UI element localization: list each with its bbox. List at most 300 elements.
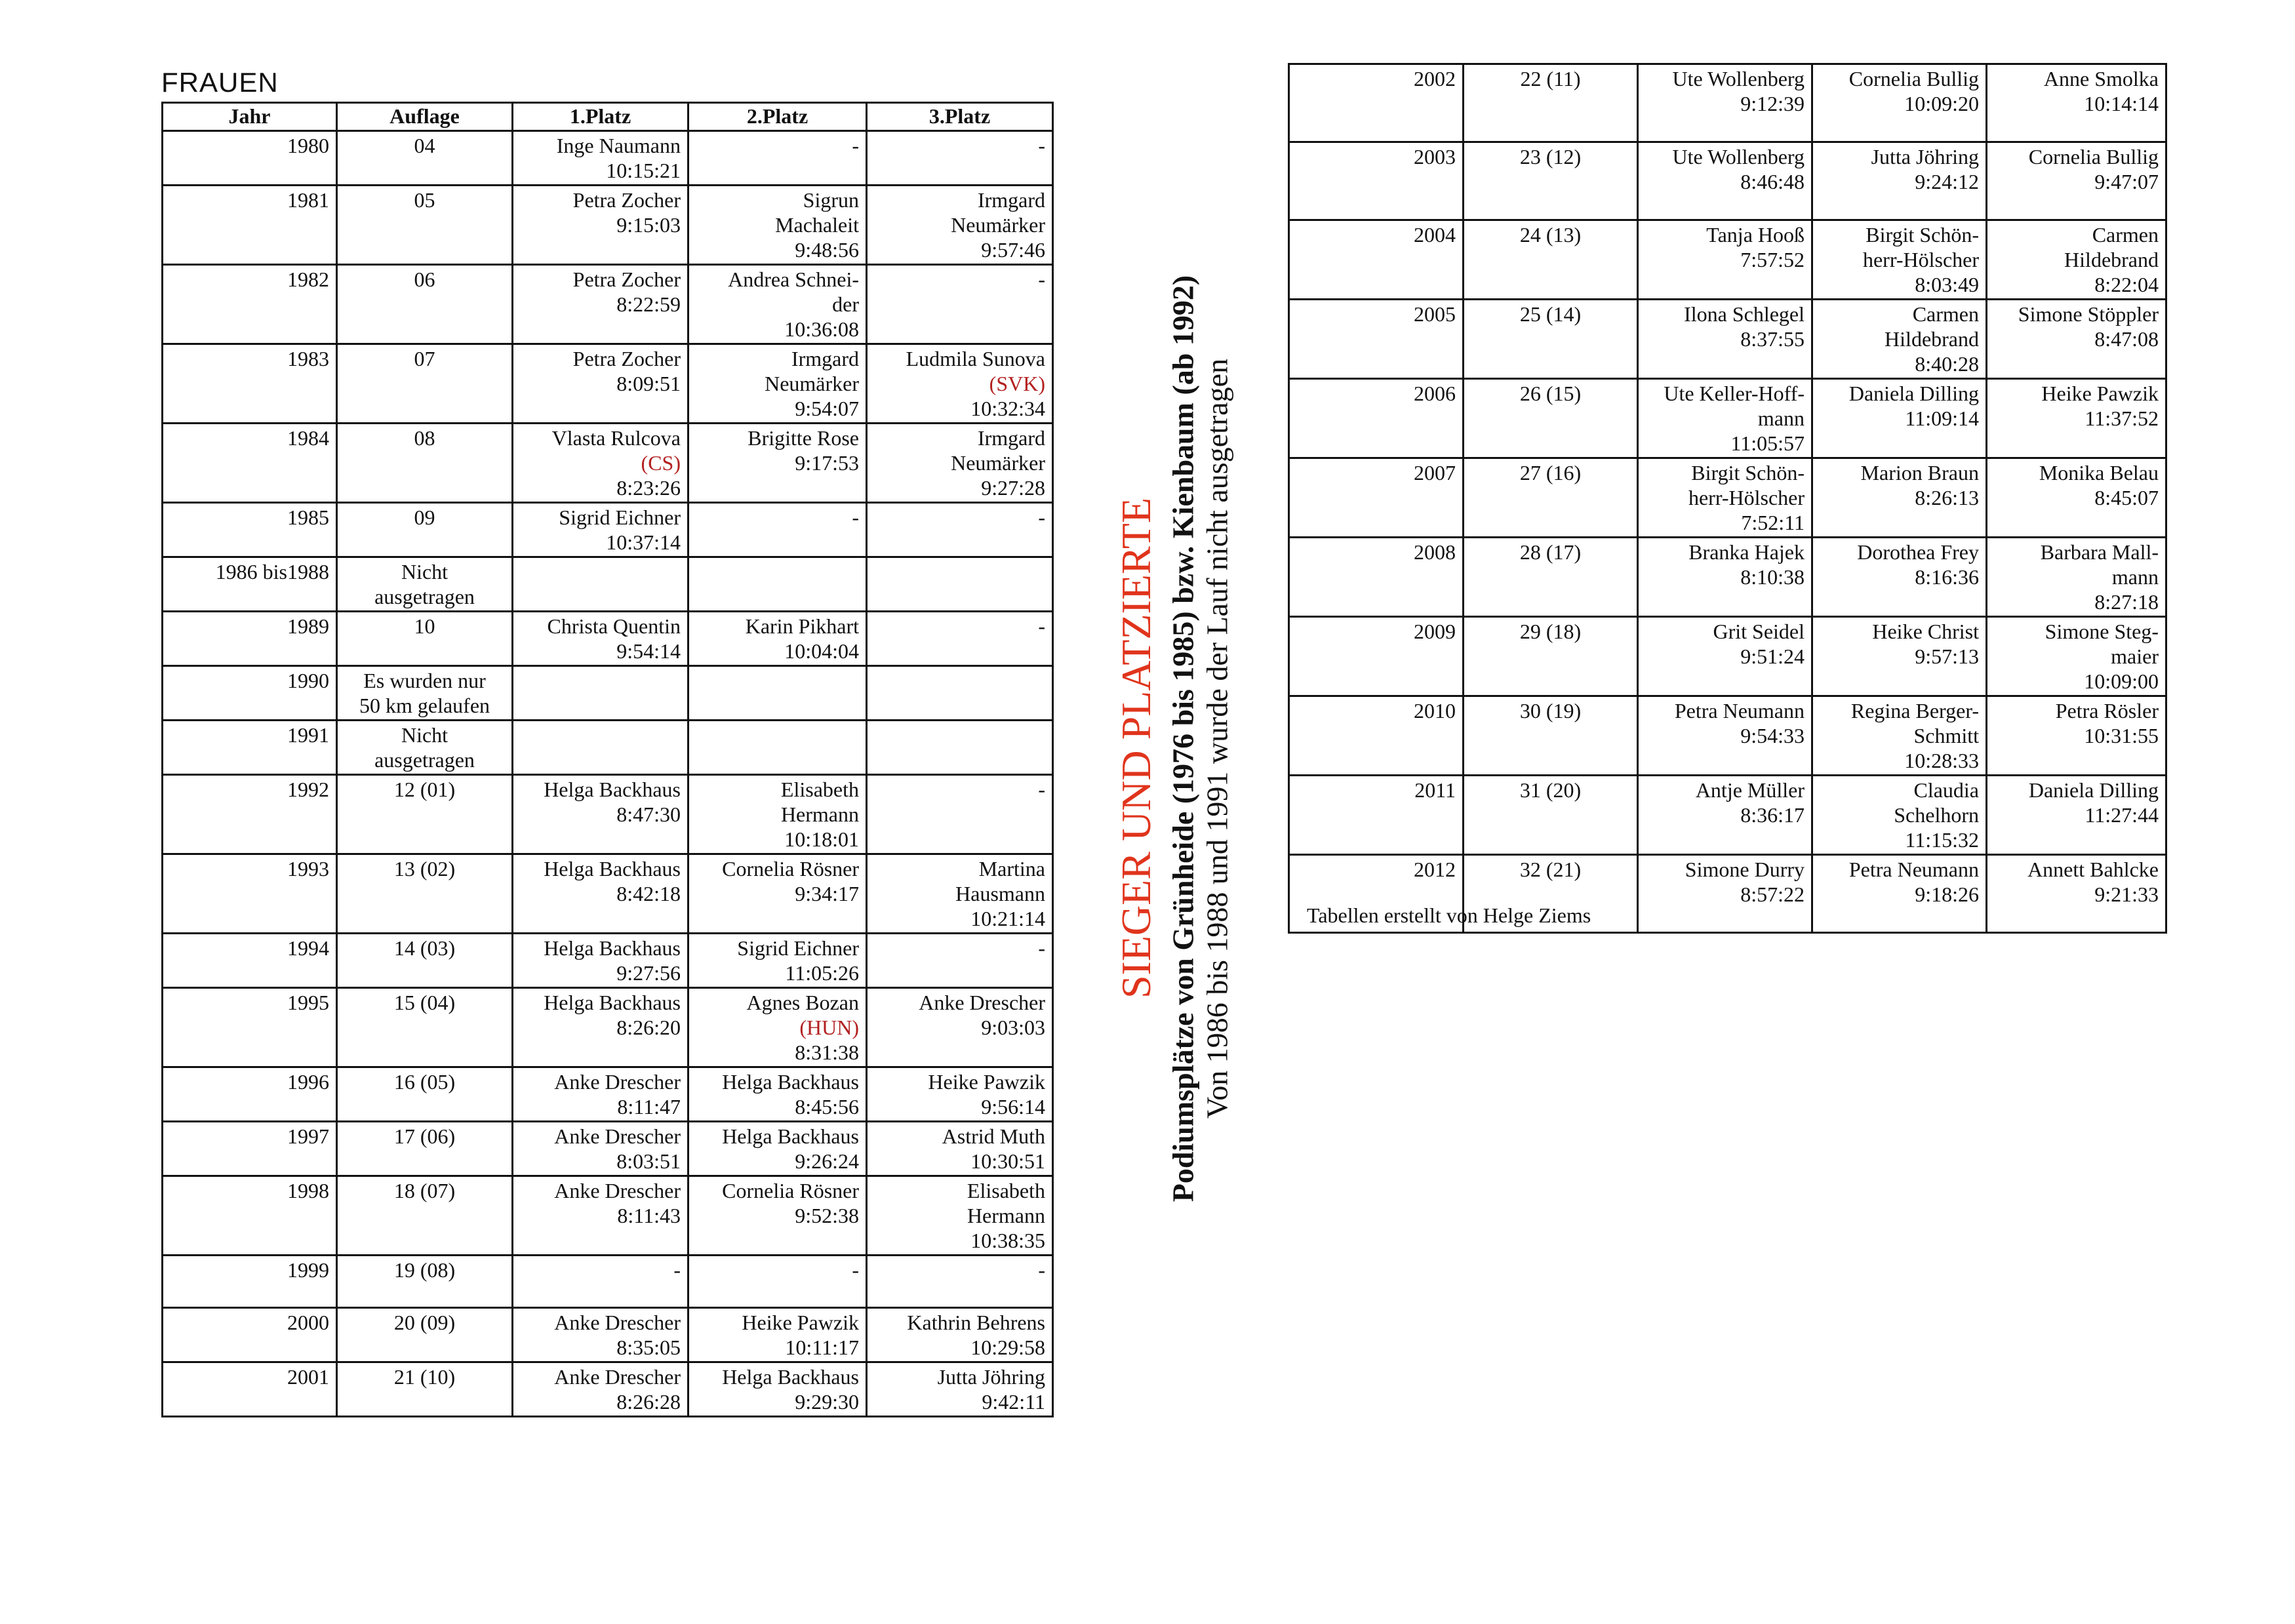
cell-text: 9:03:03 bbox=[981, 1016, 1045, 1039]
year-text: 1984 bbox=[287, 426, 329, 450]
cell-text: 8:42:18 bbox=[616, 882, 681, 905]
cell-text: Schmitt bbox=[1913, 724, 1979, 747]
cell-third-place bbox=[867, 1176, 1053, 1256]
cell-first-place bbox=[1638, 300, 1812, 379]
cell-text: 32 (21) bbox=[1519, 858, 1582, 881]
cell-text: 9:56:14 bbox=[981, 1095, 1045, 1119]
cell-text: Nicht bbox=[401, 560, 449, 584]
column-header-third-place: 3.Platz bbox=[867, 103, 1053, 131]
cell-second-place bbox=[688, 265, 867, 344]
year-text: 1992 bbox=[287, 778, 329, 801]
cell-text: Regina Berger- bbox=[1850, 699, 1979, 723]
cell-text: - bbox=[1038, 614, 1045, 638]
cell-text: 9:34:17 bbox=[795, 882, 859, 905]
cell-text: 8:35:05 bbox=[616, 1336, 681, 1359]
cell-text: 8:36:17 bbox=[1740, 803, 1805, 827]
cell-text: 11:09:14 bbox=[1905, 406, 1979, 430]
cell-text: maier bbox=[2111, 644, 2159, 668]
cell-text: 11:15:32 bbox=[1905, 828, 1979, 852]
cell-third-place bbox=[867, 344, 1053, 424]
cell-text: Carmen bbox=[2092, 223, 2159, 247]
cell-text: mann bbox=[2111, 565, 2159, 589]
cell-first-place bbox=[1638, 617, 1812, 696]
table-row bbox=[163, 186, 1053, 265]
cell-text: Hermann bbox=[780, 802, 859, 826]
cell-second-place bbox=[688, 1256, 867, 1308]
cell-third-place bbox=[867, 721, 1053, 775]
cell-text: 9:48:56 bbox=[795, 238, 859, 262]
cell-text: 29 (18) bbox=[1519, 620, 1582, 643]
cell-second-place bbox=[1812, 142, 1987, 220]
cell-year bbox=[163, 557, 337, 612]
year-text: 1999 bbox=[287, 1258, 329, 1282]
cell-text: Machaleit bbox=[775, 213, 859, 237]
cell-text: 8:23:26 bbox=[616, 476, 681, 500]
year-text: 2006 bbox=[1414, 382, 1456, 405]
table-row bbox=[1289, 64, 2166, 142]
cell-edition bbox=[337, 131, 513, 186]
cell-text: Anke Drescher bbox=[554, 1070, 681, 1094]
cell-year bbox=[163, 775, 337, 854]
cell-text: - bbox=[1038, 134, 1045, 157]
cell-text: - bbox=[1038, 505, 1045, 529]
cell-text: 9:42:11 bbox=[982, 1390, 1045, 1414]
table-row bbox=[163, 1362, 1053, 1417]
cell-text: 10:30:51 bbox=[970, 1149, 1045, 1173]
cell-edition bbox=[337, 265, 513, 344]
cell-year bbox=[163, 424, 337, 503]
cell-text: 10:04:04 bbox=[784, 639, 859, 663]
cell-text: Sigrid Eichner bbox=[559, 505, 681, 529]
table-row bbox=[163, 1308, 1053, 1362]
cell-text: Agnes Bozan bbox=[746, 991, 859, 1014]
cell-year bbox=[1289, 458, 1464, 538]
year-text: 1998 bbox=[287, 1179, 329, 1202]
cell-text: Daniela Dilling bbox=[1848, 382, 1979, 405]
cell-year bbox=[163, 854, 337, 934]
cell-text: 8:26:13 bbox=[1915, 486, 1979, 509]
cell-first-place bbox=[513, 265, 688, 344]
year-text: 1991 bbox=[287, 723, 329, 747]
cell-second-place bbox=[688, 721, 867, 775]
cell-text: Anke Drescher bbox=[919, 991, 1045, 1014]
cell-text: 25 (14) bbox=[1519, 302, 1582, 326]
cell-third-place bbox=[867, 131, 1053, 186]
cell-text: Grit Seidel bbox=[1713, 620, 1805, 643]
cell-text: 9:51:24 bbox=[1740, 644, 1805, 668]
column-header-year: Jahr bbox=[163, 103, 337, 131]
cell-text: Irmgard bbox=[977, 426, 1045, 450]
year-text: 1995 bbox=[287, 991, 329, 1014]
cell-text: 18 (07) bbox=[393, 1179, 456, 1202]
table-header-row bbox=[163, 103, 1053, 131]
cell-text: Hildebrand bbox=[2064, 248, 2159, 271]
cell-text: Anke Drescher bbox=[554, 1179, 681, 1202]
column-header-first-place: 1.Platz bbox=[513, 103, 688, 131]
table-row bbox=[1289, 458, 2166, 538]
year-text: 1996 bbox=[287, 1070, 329, 1094]
cell-text: Sigrid Eichner bbox=[737, 936, 859, 960]
cell-text: 9:52:38 bbox=[795, 1204, 859, 1227]
cell-second-place bbox=[688, 131, 867, 186]
cell-first-place bbox=[513, 131, 688, 186]
cell-text: Petra Neumann bbox=[1674, 699, 1805, 723]
cell-text: 8:03:49 bbox=[1915, 273, 1979, 296]
cell-third-place bbox=[867, 503, 1053, 557]
cell-third-place bbox=[867, 1362, 1053, 1417]
cell-text: 8:09:51 bbox=[616, 372, 681, 395]
cell-text: 22 (11) bbox=[1520, 67, 1581, 90]
table-row bbox=[1289, 379, 2166, 458]
table-row bbox=[1289, 696, 2166, 776]
cell-edition bbox=[1464, 538, 1638, 617]
cell-first-place bbox=[513, 1122, 688, 1176]
section-heading: FRAUEN bbox=[161, 67, 279, 98]
cell-text: ausgetragen bbox=[374, 748, 475, 772]
table-row bbox=[163, 1256, 1053, 1308]
cell-text: Andrea Schnei- bbox=[728, 267, 859, 291]
cell-text: - bbox=[1038, 936, 1045, 960]
cell-text: 31 (20) bbox=[1519, 778, 1582, 802]
cell-year bbox=[163, 186, 337, 265]
table-row bbox=[163, 1176, 1053, 1256]
cell-third-place bbox=[867, 988, 1053, 1067]
cell-text: Annett Bahlcke bbox=[2027, 858, 2159, 881]
cell-text: 10:11:17 bbox=[785, 1336, 859, 1359]
cell-text: 11:27:44 bbox=[2085, 803, 2159, 827]
cell-text: Heike Pawzik bbox=[742, 1311, 859, 1334]
cell-first-place bbox=[1638, 696, 1812, 776]
cell-first-place bbox=[1638, 776, 1812, 855]
cell-text: Simone Steg- bbox=[2045, 620, 2159, 643]
cell-edition bbox=[1464, 776, 1638, 855]
cell-text: - bbox=[852, 1258, 859, 1282]
cell-text: 12 (01) bbox=[393, 778, 456, 801]
cell-third-place bbox=[1987, 776, 2166, 855]
table-row bbox=[163, 934, 1053, 988]
cell-text: 9:54:33 bbox=[1740, 724, 1805, 747]
cell-third-place bbox=[867, 186, 1053, 265]
cell-first-place bbox=[1638, 220, 1812, 300]
vertical-note: Von 1986 bis 1988 und 1991 wurde der Lauf nicht ausgetragen bbox=[1200, 358, 1234, 1119]
cell-text: 23 (12) bbox=[1519, 145, 1582, 168]
cell-text: herr-Hölscher bbox=[1688, 486, 1805, 509]
cell-text: Petra Neumann bbox=[1848, 858, 1979, 881]
table-row bbox=[163, 344, 1053, 424]
cell-text: 8:11:43 bbox=[617, 1204, 681, 1227]
table-row bbox=[163, 775, 1053, 854]
cell-text: Petra Zocher bbox=[572, 347, 681, 370]
cell-text: 8:46:48 bbox=[1740, 170, 1805, 193]
cell-second-place bbox=[1812, 220, 1987, 300]
vertical-title: SIEGER UND PLATZIERTE bbox=[1113, 497, 1159, 999]
cell-text: 8:22:59 bbox=[616, 292, 681, 316]
cell-text: Daniela Dilling bbox=[2028, 778, 2159, 802]
cell-third-place bbox=[1987, 696, 2166, 776]
year-text: 1985 bbox=[287, 505, 329, 529]
cell-edition bbox=[1464, 458, 1638, 538]
cell-second-place bbox=[688, 988, 867, 1067]
cell-text: 08 bbox=[414, 426, 435, 450]
cell-third-place bbox=[1987, 379, 2166, 458]
cell-text: 10:38:35 bbox=[970, 1229, 1045, 1252]
year-text: 2001 bbox=[287, 1365, 329, 1389]
cell-third-place bbox=[1987, 855, 2166, 933]
cell-text: 8:03:51 bbox=[616, 1149, 681, 1173]
cell-text: 8:22:04 bbox=[2094, 273, 2159, 296]
cell-text: 7:57:52 bbox=[1740, 248, 1805, 271]
table-row bbox=[163, 721, 1053, 775]
cell-text: Irmgard bbox=[791, 347, 859, 370]
cell-text: Heike Pawzik bbox=[2041, 382, 2159, 405]
nationality-text: (SVK) bbox=[989, 372, 1045, 395]
cell-text: 7:52:11 bbox=[1741, 511, 1805, 534]
cell-second-place bbox=[688, 666, 867, 721]
cell-text: 9:18:26 bbox=[1915, 882, 1979, 906]
cell-third-place bbox=[867, 424, 1053, 503]
cell-first-place bbox=[513, 988, 688, 1067]
cell-text: 11:05:26 bbox=[785, 961, 859, 985]
cell-text: Simone Stöppler bbox=[2018, 302, 2159, 326]
cell-third-place bbox=[867, 265, 1053, 344]
cell-text: Helga Backhaus bbox=[544, 991, 681, 1014]
cell-text: 19 (08) bbox=[393, 1258, 456, 1282]
cell-text: 8:27:18 bbox=[2094, 590, 2159, 614]
table-row bbox=[1289, 220, 2166, 300]
cell-text: 8:45:07 bbox=[2094, 486, 2159, 509]
table-row bbox=[163, 666, 1053, 721]
year-text: 1980 bbox=[287, 134, 329, 157]
cell-edition bbox=[337, 1308, 513, 1362]
cell-first-place bbox=[1638, 64, 1812, 142]
cell-first-place bbox=[513, 721, 688, 775]
cell-first-place bbox=[513, 1308, 688, 1362]
cell-text: Carmen bbox=[1912, 302, 1979, 326]
cell-edition bbox=[1464, 379, 1638, 458]
cell-second-place bbox=[1812, 458, 1987, 538]
cell-text: 10:09:20 bbox=[1904, 92, 1979, 115]
cell-text: - bbox=[1038, 1258, 1045, 1282]
cell-year bbox=[1289, 617, 1464, 696]
cell-text: 13 (02) bbox=[393, 857, 456, 881]
cell-edition bbox=[337, 1067, 513, 1122]
cell-text: 16 (05) bbox=[393, 1070, 456, 1094]
cell-text: Marion Braun bbox=[1860, 461, 1979, 485]
cell-edition bbox=[1464, 696, 1638, 776]
year-text: 2004 bbox=[1414, 223, 1456, 247]
cell-year bbox=[163, 1122, 337, 1176]
cell-second-place bbox=[688, 934, 867, 988]
cell-first-place bbox=[513, 612, 688, 666]
cell-text: 9:15:03 bbox=[616, 213, 681, 237]
table-row bbox=[163, 424, 1053, 503]
cell-second-place bbox=[688, 1176, 867, 1256]
cell-text: 8:26:20 bbox=[616, 1016, 681, 1039]
cell-text: Ilona Schlegel bbox=[1684, 302, 1805, 326]
nationality-text: (CS) bbox=[641, 451, 681, 475]
cell-text: 50 km gelaufen bbox=[359, 694, 490, 717]
cell-text: Helga Backhaus bbox=[722, 1070, 859, 1094]
cell-text: Kathrin Behrens bbox=[907, 1311, 1045, 1334]
cell-text: herr-Hölscher bbox=[1862, 248, 1979, 271]
table-row bbox=[1289, 617, 2166, 696]
cell-second-place bbox=[688, 1122, 867, 1176]
cell-text: 05 bbox=[414, 188, 435, 212]
cell-second-place bbox=[688, 775, 867, 854]
cell-third-place bbox=[867, 775, 1053, 854]
cell-text: 26 (15) bbox=[1519, 382, 1582, 405]
cell-second-place bbox=[1812, 696, 1987, 776]
cell-text: Jutta Jöhring bbox=[1871, 145, 1979, 168]
cell-year bbox=[1289, 538, 1464, 617]
year-text: 1982 bbox=[287, 267, 329, 291]
cell-year bbox=[163, 344, 337, 424]
cell-first-place bbox=[1638, 379, 1812, 458]
cell-text: 10:36:08 bbox=[784, 317, 859, 341]
cell-edition bbox=[337, 557, 513, 612]
cell-first-place bbox=[513, 775, 688, 854]
cell-text: Helga Backhaus bbox=[722, 1365, 859, 1389]
cell-year bbox=[1289, 142, 1464, 220]
cell-edition bbox=[337, 1256, 513, 1308]
cell-text: 9:29:30 bbox=[795, 1390, 859, 1414]
cell-year bbox=[1289, 776, 1464, 855]
table-row bbox=[163, 1122, 1053, 1176]
cell-second-place bbox=[1812, 64, 1987, 142]
cell-text: 09 bbox=[414, 505, 435, 529]
results-table-left-body bbox=[163, 131, 1053, 1417]
cell-text: Cornelia Bullig bbox=[1848, 67, 1979, 90]
cell-first-place bbox=[1638, 458, 1812, 538]
cell-year bbox=[163, 666, 337, 721]
year-text: 1983 bbox=[287, 347, 329, 370]
cell-text: 10 bbox=[414, 614, 435, 638]
cell-text: 10:31:55 bbox=[2084, 724, 2159, 747]
cell-year bbox=[163, 503, 337, 557]
column-header-second-place: 2.Platz bbox=[688, 103, 867, 131]
cell-third-place bbox=[867, 557, 1053, 612]
cell-year bbox=[163, 934, 337, 988]
year-text: 2002 bbox=[1414, 67, 1456, 90]
cell-text: - bbox=[852, 134, 859, 157]
cell-second-place bbox=[1812, 538, 1987, 617]
year-text: 1994 bbox=[287, 936, 329, 960]
cell-text: Anke Drescher bbox=[554, 1311, 681, 1334]
cell-edition bbox=[337, 1176, 513, 1256]
cell-text: Astrid Muth bbox=[942, 1124, 1045, 1148]
cell-text: Anne Smolka bbox=[2043, 67, 2159, 90]
cell-first-place bbox=[513, 344, 688, 424]
table-row bbox=[163, 988, 1053, 1067]
cell-edition bbox=[337, 775, 513, 854]
cell-text: Elisabeth bbox=[967, 1179, 1045, 1202]
cell-text: 10:14:14 bbox=[2084, 92, 2159, 115]
cell-second-place bbox=[688, 503, 867, 557]
cell-second-place bbox=[1812, 855, 1987, 933]
cell-text: Barbara Mall- bbox=[2040, 540, 2159, 564]
cell-text: 10:18:01 bbox=[784, 827, 859, 851]
cell-second-place bbox=[688, 612, 867, 666]
table-row bbox=[1289, 776, 2166, 855]
cell-text: Cornelia Bullig bbox=[2028, 145, 2159, 168]
cell-text: Ute Wollenberg bbox=[1672, 145, 1805, 168]
cell-text: 15 (04) bbox=[393, 991, 456, 1014]
cell-text: 10:21:14 bbox=[970, 907, 1045, 930]
table-row bbox=[163, 557, 1053, 612]
cell-text: Helga Backhaus bbox=[544, 936, 681, 960]
cell-first-place bbox=[513, 934, 688, 988]
year-text: 2010 bbox=[1414, 699, 1456, 723]
cell-text: 10:32:34 bbox=[970, 397, 1045, 420]
cell-text: Karin Pikhart bbox=[745, 614, 859, 638]
cell-text: 8:16:36 bbox=[1915, 565, 1979, 589]
cell-text: 10:37:14 bbox=[606, 530, 681, 554]
cell-third-place bbox=[1987, 538, 2166, 617]
cell-text: 8:10:38 bbox=[1740, 565, 1805, 589]
cell-text: 9:54:07 bbox=[795, 397, 859, 420]
cell-text: 04 bbox=[414, 134, 435, 157]
cell-first-place bbox=[1638, 538, 1812, 617]
table-row bbox=[163, 131, 1053, 186]
vertical-subtitle: Podiumsplätze von Grünheide (1976 bis 1985) bzw. Kienbaum (ab 1992) bbox=[1166, 275, 1200, 1202]
cell-first-place bbox=[513, 1067, 688, 1122]
year-text: 2005 bbox=[1414, 302, 1456, 326]
cell-text: mann bbox=[1757, 406, 1805, 430]
cell-text: Antje Müller bbox=[1695, 778, 1805, 802]
table-row bbox=[1289, 538, 2166, 617]
cell-year bbox=[163, 1067, 337, 1122]
cell-text: Vlasta Rulcova bbox=[551, 426, 681, 450]
cell-third-place bbox=[867, 1256, 1053, 1308]
cell-year bbox=[163, 612, 337, 666]
cell-second-place bbox=[688, 854, 867, 934]
cell-edition bbox=[337, 344, 513, 424]
cell-text: 8:45:56 bbox=[795, 1095, 859, 1119]
cell-text: Neumärker bbox=[951, 451, 1045, 475]
cell-text: Claudia bbox=[1913, 778, 1979, 802]
cell-text: 8:37:55 bbox=[1740, 327, 1805, 351]
year-text: 2008 bbox=[1414, 540, 1456, 564]
cell-text: Ute Keller-Hoff- bbox=[1664, 382, 1805, 405]
cell-third-place bbox=[867, 1308, 1053, 1362]
cell-text: 8:26:28 bbox=[616, 1390, 681, 1414]
table-row bbox=[163, 265, 1053, 344]
cell-text: 9:12:39 bbox=[1740, 92, 1805, 115]
cell-edition bbox=[337, 1362, 513, 1417]
cell-text: 8:47:30 bbox=[616, 802, 681, 826]
cell-text: 9:21:33 bbox=[2094, 882, 2159, 906]
table-row bbox=[163, 1067, 1053, 1122]
cell-year bbox=[163, 265, 337, 344]
cell-text: - bbox=[852, 505, 859, 529]
cell-text: 9:27:28 bbox=[981, 476, 1045, 500]
cell-text: 10:29:58 bbox=[970, 1336, 1045, 1359]
cell-text: Elisabeth bbox=[780, 778, 859, 801]
cell-third-place bbox=[867, 612, 1053, 666]
cell-year bbox=[163, 1256, 337, 1308]
cell-edition bbox=[1464, 220, 1638, 300]
cell-text: 11:05:57 bbox=[1730, 431, 1805, 455]
table-row bbox=[163, 854, 1053, 934]
cell-edition bbox=[337, 988, 513, 1067]
cell-text: Anke Drescher bbox=[554, 1365, 681, 1389]
cell-text: 11:37:52 bbox=[2085, 406, 2159, 430]
cell-edition bbox=[337, 934, 513, 988]
cell-first-place bbox=[513, 666, 688, 721]
year-text: 2007 bbox=[1414, 461, 1456, 485]
cell-text: Hermann bbox=[967, 1204, 1045, 1227]
cell-text: Helga Backhaus bbox=[722, 1124, 859, 1148]
